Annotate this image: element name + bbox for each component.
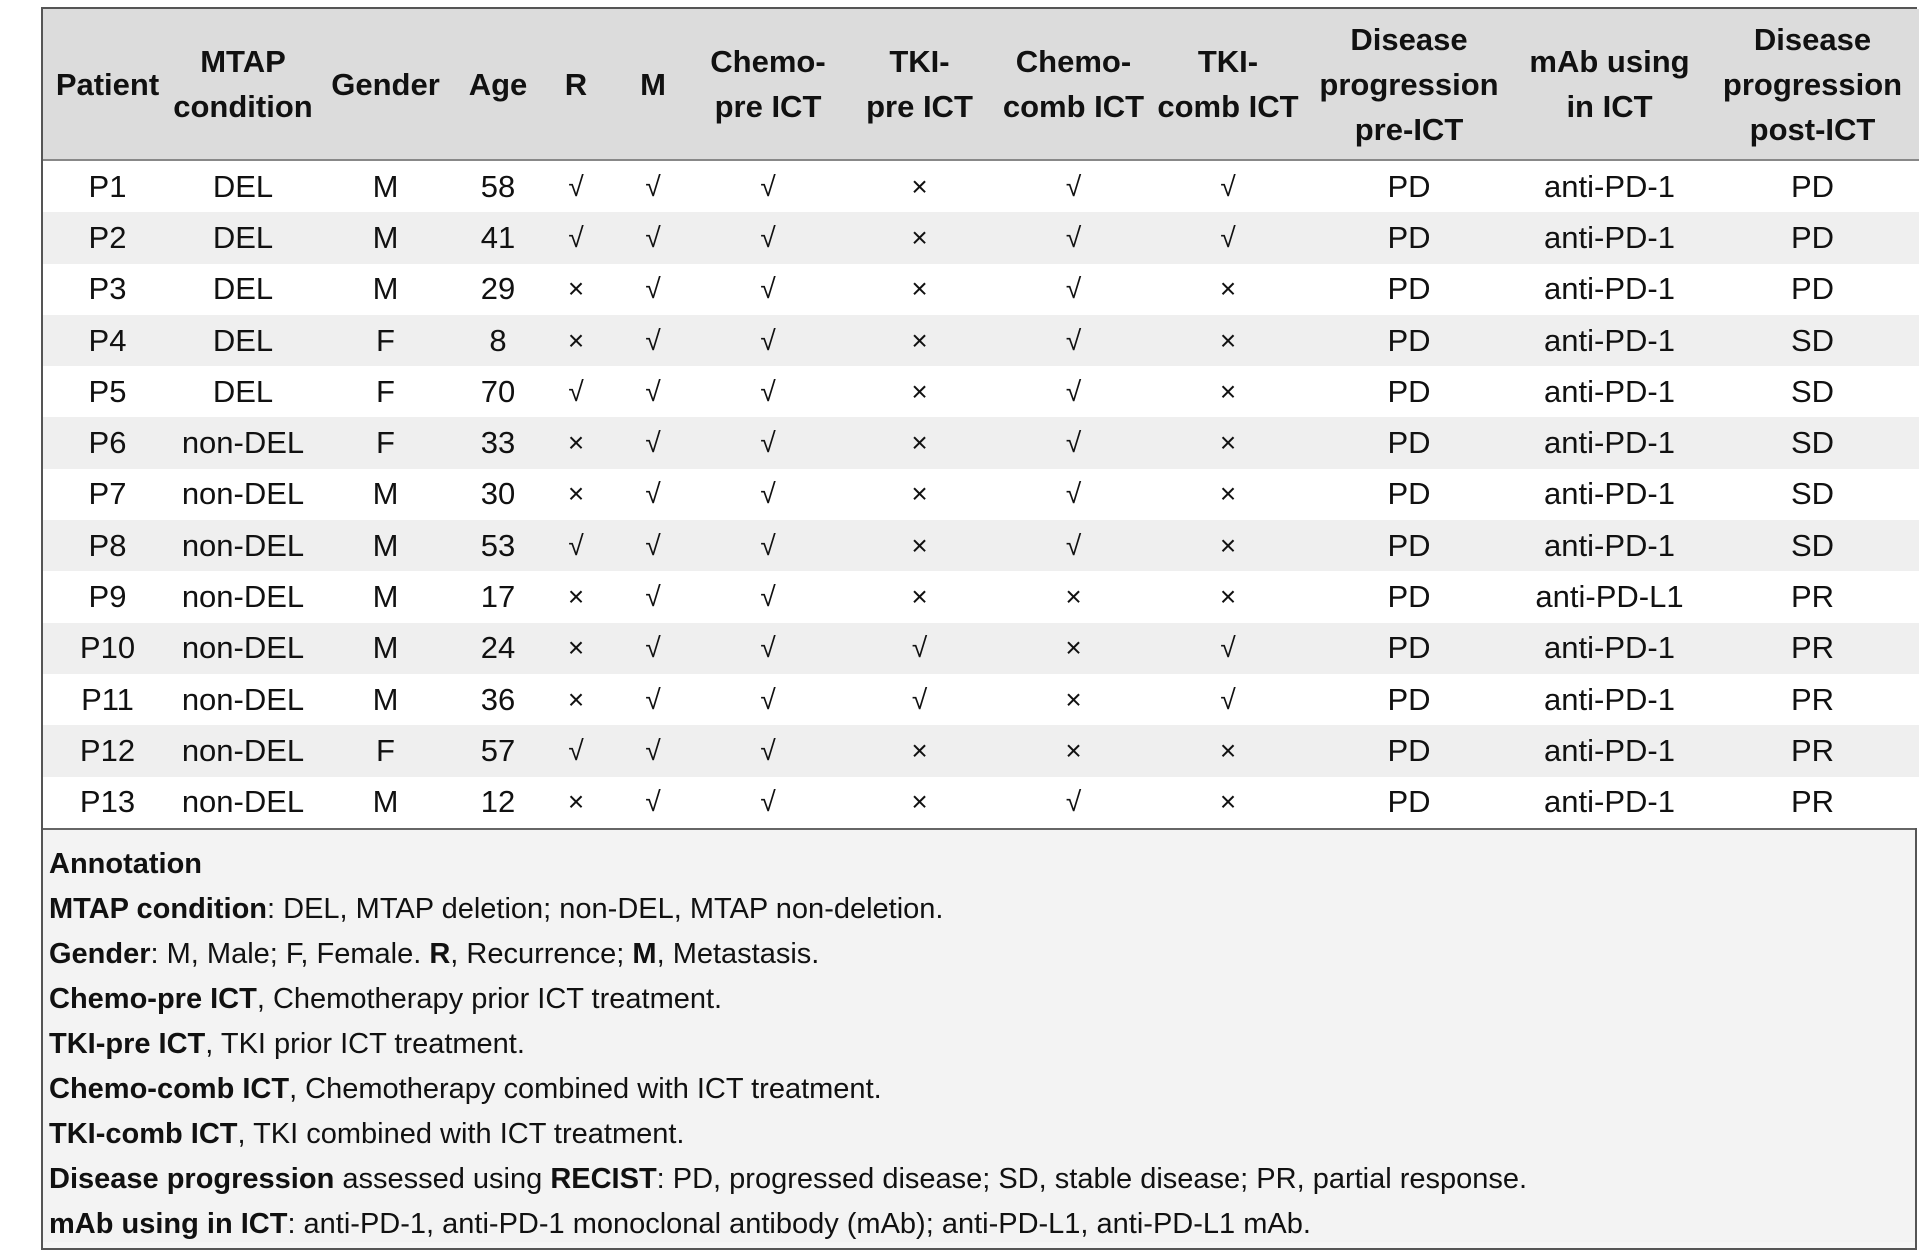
cell-tki-pre-ict: ×: [843, 469, 996, 520]
cell-mtap-condition: non-DEL: [172, 674, 314, 725]
cell-disease-progression-pre-ict: PD: [1305, 315, 1513, 366]
annotation-term: mAb using in ICT: [49, 1207, 288, 1240]
table-row: [43, 417, 1919, 468]
cell-disease-progression-post-ict: PD: [1706, 212, 1919, 263]
cell-chemo-comb-ict: √: [996, 315, 1151, 366]
cell-chemo-pre-ict: √: [693, 520, 843, 571]
cell-metastasis: √: [613, 520, 693, 571]
cell-patient: P8: [43, 520, 172, 571]
cell-gender: M: [314, 212, 457, 263]
cell-tki-pre-ict: √: [843, 623, 996, 674]
cell-patient: P4: [43, 315, 172, 366]
annotation-text: : anti-PD-1, anti-PD-1 monoclonal antibody (mAb); anti-PD-L1, anti-PD-L1 mAb.: [287, 1207, 1311, 1240]
table-row: [43, 469, 1919, 520]
cell-gender: M: [314, 160, 457, 212]
cell-recurrence: √: [539, 212, 613, 263]
cell-disease-progression-post-ict: PR: [1706, 623, 1919, 674]
cell-recurrence: ×: [539, 264, 613, 315]
cell-disease-progression-post-ict: SD: [1706, 417, 1919, 468]
cell-gender: M: [314, 674, 457, 725]
cell-disease-progression-post-ict: PR: [1706, 674, 1919, 725]
cell-mtap-condition: non-DEL: [172, 417, 314, 468]
cell-mtap-condition: DEL: [172, 264, 314, 315]
header-line: Chemo-: [710, 44, 826, 79]
header-line: TKI-: [1197, 44, 1259, 79]
cell-mab-using-in-ict: anti-PD-1: [1513, 674, 1706, 725]
cell-disease-progression-pre-ict: PD: [1305, 725, 1513, 776]
cell-chemo-pre-ict: √: [693, 571, 843, 622]
cell-chemo-comb-ict: ×: [996, 674, 1151, 725]
cell-chemo-comb-ict: ×: [996, 725, 1151, 776]
cell-chemo-pre-ict: √: [693, 264, 843, 315]
header-mab-using-in-ict: [1513, 9, 1706, 160]
table-row: [43, 520, 1919, 571]
cell-tki-pre-ict: ×: [843, 264, 996, 315]
header-tki-comb-ict: [1151, 9, 1305, 160]
cell-mab-using-in-ict: anti-PD-1: [1513, 366, 1706, 417]
cell-metastasis: √: [613, 674, 693, 725]
cell-disease-progression-post-ict: PD: [1706, 264, 1919, 315]
cell-age: 17: [457, 571, 539, 622]
cell-mab-using-in-ict: anti-PD-1: [1513, 623, 1706, 674]
cell-tki-comb-ict: ×: [1151, 777, 1305, 828]
annotation-text: , TKI combined with ICT treatment.: [237, 1117, 685, 1150]
cell-patient: P1: [43, 160, 172, 212]
annotation-block: [43, 828, 1915, 1242]
header-line: M: [640, 66, 666, 102]
cell-disease-progression-pre-ict: PD: [1305, 160, 1513, 212]
annotation-text: , TKI prior ICT treatment.: [205, 1027, 525, 1060]
cell-age: 12: [457, 777, 539, 828]
cell-age: 70: [457, 366, 539, 417]
cell-disease-progression-pre-ict: PD: [1305, 674, 1513, 725]
cell-patient: P6: [43, 417, 172, 468]
cell-tki-comb-ict: ×: [1151, 366, 1305, 417]
cell-age: 41: [457, 212, 539, 263]
cell-metastasis: √: [613, 417, 693, 468]
cell-disease-progression-pre-ict: PD: [1305, 212, 1513, 263]
cell-disease-progression-pre-ict: PD: [1305, 469, 1513, 520]
cell-chemo-comb-ict: ×: [996, 623, 1151, 674]
header-line: R: [564, 66, 588, 102]
header-gender: [314, 9, 457, 160]
cell-chemo-comb-ict: √: [996, 469, 1151, 520]
cell-recurrence: ×: [539, 315, 613, 366]
cell-metastasis: √: [613, 366, 693, 417]
patient-table-figure: [41, 7, 1917, 1250]
header-line: Disease: [1350, 21, 1468, 57]
annotation-line: [49, 1202, 1915, 1247]
cell-tki-comb-ict: ×: [1151, 417, 1305, 468]
header-tki-pre-ict: [843, 9, 996, 160]
cell-age: 57: [457, 725, 539, 776]
cell-tki-pre-ict: ×: [843, 160, 996, 212]
cell-recurrence: ×: [539, 571, 613, 622]
cell-mtap-condition: non-DEL: [172, 571, 314, 622]
header-disease-progression-pre-ict: [1305, 9, 1513, 160]
cell-disease-progression-post-ict: PD: [1706, 160, 1919, 212]
cell-disease-progression-post-ict: SD: [1706, 520, 1919, 571]
cell-disease-progression-post-ict: PR: [1706, 571, 1919, 622]
header-line: mAb using: [1529, 44, 1690, 79]
annotation-text: , Recurrence;: [450, 937, 633, 970]
header-recurrence: [539, 9, 613, 160]
annotation-term: Gender: [49, 937, 151, 970]
cell-tki-pre-ict: ×: [843, 520, 996, 571]
cell-chemo-comb-ict: √: [996, 160, 1151, 212]
cell-tki-pre-ict: ×: [843, 725, 996, 776]
cell-disease-progression-post-ict: SD: [1706, 315, 1919, 366]
annotation-text: : PD, progressed disease; SD, stable disease; PR, partial response.: [656, 1162, 1528, 1195]
cell-mab-using-in-ict: anti-PD-1: [1513, 469, 1706, 520]
cell-tki-comb-ict: ×: [1151, 571, 1305, 622]
cell-gender: M: [314, 777, 457, 828]
table-row: [43, 571, 1919, 622]
cell-chemo-pre-ict: √: [693, 417, 843, 468]
cell-mtap-condition: non-DEL: [172, 520, 314, 571]
cell-mab-using-in-ict: anti-PD-1: [1513, 725, 1706, 776]
annotation-line: [49, 1157, 1915, 1202]
cell-chemo-pre-ict: √: [693, 674, 843, 725]
cell-metastasis: √: [613, 725, 693, 776]
cell-age: 58: [457, 160, 539, 212]
cell-disease-progression-pre-ict: PD: [1305, 264, 1513, 315]
cell-patient: P3: [43, 264, 172, 315]
header-line: comb ICT: [1002, 89, 1145, 124]
header-line: pre-ICT: [1354, 111, 1464, 147]
cell-disease-progression-pre-ict: PD: [1305, 520, 1513, 571]
cell-mab-using-in-ict: anti-PD-L1: [1513, 571, 1706, 622]
cell-tki-comb-ict: √: [1151, 623, 1305, 674]
annotation-term: Disease progression: [49, 1162, 335, 1195]
cell-disease-progression-post-ict: SD: [1706, 366, 1919, 417]
cell-metastasis: √: [613, 212, 693, 263]
annotation-text: , Metastasis.: [656, 937, 820, 970]
cell-patient: P2: [43, 212, 172, 263]
cell-mtap-condition: non-DEL: [172, 777, 314, 828]
annotation-term: TKI-comb ICT: [49, 1117, 238, 1150]
cell-patient: P10: [43, 623, 172, 674]
cell-patient: P12: [43, 725, 172, 776]
annotation-title-text: Annotation: [49, 847, 203, 880]
header-mtap-condition: [172, 9, 314, 160]
header-line: TKI-: [889, 44, 950, 79]
header-chemo-pre-ict: [693, 9, 843, 160]
cell-chemo-comb-ict: ×: [996, 571, 1151, 622]
cell-patient: P9: [43, 571, 172, 622]
cell-tki-pre-ict: ×: [843, 366, 996, 417]
annotation-term: TKI-pre ICT: [49, 1027, 206, 1060]
header-line: Gender: [331, 66, 440, 102]
annotation-line: [49, 1112, 1915, 1157]
cell-recurrence: √: [539, 160, 613, 212]
cell-mab-using-in-ict: anti-PD-1: [1513, 417, 1706, 468]
cell-chemo-comb-ict: √: [996, 417, 1151, 468]
cell-tki-comb-ict: √: [1151, 212, 1305, 263]
cell-mab-using-in-ict: anti-PD-1: [1513, 520, 1706, 571]
cell-gender: M: [314, 520, 457, 571]
cell-patient: P13: [43, 777, 172, 828]
annotation-title: [49, 842, 1915, 887]
cell-age: 24: [457, 623, 539, 674]
patient-table: [43, 9, 1919, 828]
cell-chemo-comb-ict: √: [996, 777, 1151, 828]
cell-metastasis: √: [613, 469, 693, 520]
cell-chemo-pre-ict: √: [693, 366, 843, 417]
cell-tki-pre-ict: ×: [843, 315, 996, 366]
table-row: [43, 315, 1919, 366]
cell-gender: M: [314, 571, 457, 622]
cell-gender: M: [314, 264, 457, 315]
annotation-term: MTAP condition: [49, 892, 268, 925]
cell-recurrence: √: [539, 520, 613, 571]
cell-chemo-comb-ict: √: [996, 212, 1151, 263]
cell-age: 29: [457, 264, 539, 315]
annotation-text: , Chemotherapy prior ICT treatment.: [256, 982, 723, 1015]
cell-tki-comb-ict: √: [1151, 674, 1305, 725]
cell-gender: F: [314, 417, 457, 468]
cell-age: 8: [457, 315, 539, 366]
cell-recurrence: ×: [539, 777, 613, 828]
cell-disease-progression-post-ict: PR: [1706, 725, 1919, 776]
cell-chemo-comb-ict: √: [996, 366, 1151, 417]
cell-recurrence: √: [539, 366, 613, 417]
cell-disease-progression-post-ict: SD: [1706, 469, 1919, 520]
cell-gender: F: [314, 366, 457, 417]
cell-mtap-condition: DEL: [172, 212, 314, 263]
cell-metastasis: √: [613, 623, 693, 674]
cell-metastasis: √: [613, 571, 693, 622]
table-row: [43, 725, 1919, 776]
cell-tki-pre-ict: ×: [843, 212, 996, 263]
cell-metastasis: √: [613, 160, 693, 212]
cell-mtap-condition: non-DEL: [172, 469, 314, 520]
cell-patient: P7: [43, 469, 172, 520]
cell-mab-using-in-ict: anti-PD-1: [1513, 264, 1706, 315]
cell-patient: P5: [43, 366, 172, 417]
cell-metastasis: √: [613, 777, 693, 828]
cell-gender: M: [314, 623, 457, 674]
cell-mab-using-in-ict: anti-PD-1: [1513, 160, 1706, 212]
cell-tki-pre-ict: √: [843, 674, 996, 725]
cell-chemo-comb-ict: √: [996, 264, 1151, 315]
cell-disease-progression-post-ict: PR: [1706, 777, 1919, 828]
annotation-line: [49, 1067, 1915, 1112]
cell-chemo-pre-ict: √: [693, 212, 843, 263]
cell-tki-comb-ict: ×: [1151, 264, 1305, 315]
cell-mab-using-in-ict: anti-PD-1: [1513, 315, 1706, 366]
annotation-term: Chemo-pre ICT: [49, 982, 257, 1015]
annotation-line: [49, 932, 1915, 977]
cell-chemo-pre-ict: √: [693, 777, 843, 828]
cell-age: 33: [457, 417, 539, 468]
header-line: Disease: [1753, 21, 1872, 57]
table-row: [43, 160, 1919, 212]
cell-metastasis: √: [613, 264, 693, 315]
cell-gender: F: [314, 315, 457, 366]
cell-recurrence: ×: [539, 674, 613, 725]
annotation-text: : M, Male; F, Female.: [150, 937, 430, 970]
header-line: comb ICT: [1157, 89, 1299, 124]
annotation-text: assessed using: [334, 1162, 551, 1195]
cell-tki-pre-ict: ×: [843, 571, 996, 622]
cell-tki-comb-ict: √: [1151, 160, 1305, 212]
cell-mtap-condition: DEL: [172, 160, 314, 212]
cell-age: 36: [457, 674, 539, 725]
cell-tki-comb-ict: ×: [1151, 725, 1305, 776]
header-line: Age: [468, 66, 528, 102]
header-age: [457, 9, 539, 160]
cell-disease-progression-pre-ict: PD: [1305, 417, 1513, 468]
cell-disease-progression-pre-ict: PD: [1305, 623, 1513, 674]
annotation-term: Chemo-comb ICT: [49, 1072, 290, 1105]
cell-chemo-pre-ict: √: [693, 725, 843, 776]
cell-tki-pre-ict: ×: [843, 777, 996, 828]
cell-recurrence: ×: [539, 623, 613, 674]
cell-chemo-pre-ict: √: [693, 160, 843, 212]
cell-tki-comb-ict: ×: [1151, 469, 1305, 520]
cell-patient: P11: [43, 674, 172, 725]
cell-metastasis: √: [613, 315, 693, 366]
cell-chemo-pre-ict: √: [693, 623, 843, 674]
cell-mtap-condition: non-DEL: [172, 725, 314, 776]
table-row: [43, 366, 1919, 417]
cell-age: 53: [457, 520, 539, 571]
header-patient: [43, 9, 172, 160]
header-line: progression: [1722, 66, 1903, 102]
table-row: [43, 212, 1919, 263]
cell-disease-progression-pre-ict: PD: [1305, 571, 1513, 622]
table-row: [43, 777, 1919, 828]
cell-mtap-condition: DEL: [172, 366, 314, 417]
cell-tki-comb-ict: ×: [1151, 520, 1305, 571]
header-line: Patient: [55, 66, 160, 102]
cell-tki-comb-ict: ×: [1151, 315, 1305, 366]
header-line: post-ICT: [1749, 111, 1876, 147]
annotation-text: , Chemotherapy combined with ICT treatment.: [289, 1072, 882, 1105]
cell-chemo-comb-ict: √: [996, 520, 1151, 571]
cell-mab-using-in-ict: anti-PD-1: [1513, 212, 1706, 263]
header-line: in ICT: [1566, 89, 1653, 124]
cell-recurrence: √: [539, 725, 613, 776]
header-chemo-comb-ict: [996, 9, 1151, 160]
header-disease-progression-post-ict: [1706, 9, 1919, 160]
annotation-text: : DEL, MTAP deletion; non-DEL, MTAP non-deletion.: [267, 892, 944, 925]
cell-disease-progression-pre-ict: PD: [1305, 366, 1513, 417]
header-line: progression: [1319, 66, 1499, 102]
cell-mab-using-in-ict: anti-PD-1: [1513, 777, 1706, 828]
cell-chemo-pre-ict: √: [693, 469, 843, 520]
table-row: [43, 674, 1919, 725]
cell-tki-pre-ict: ×: [843, 417, 996, 468]
cell-age: 30: [457, 469, 539, 520]
annotation-line: [49, 887, 1915, 932]
cell-chemo-pre-ict: √: [693, 315, 843, 366]
cell-recurrence: ×: [539, 469, 613, 520]
header-line: MTAP: [200, 44, 286, 79]
annotation-line: [49, 977, 1915, 1022]
annotation-line: [49, 1022, 1915, 1067]
cell-disease-progression-pre-ict: PD: [1305, 777, 1513, 828]
cell-gender: F: [314, 725, 457, 776]
header-line: Chemo-: [1015, 44, 1132, 79]
annotation-term: RECIST: [550, 1162, 657, 1195]
header-line: pre ICT: [866, 89, 973, 124]
header-line: pre ICT: [714, 89, 822, 124]
cell-gender: M: [314, 469, 457, 520]
table-row: [43, 264, 1919, 315]
cell-mtap-condition: non-DEL: [172, 623, 314, 674]
table-body: [43, 160, 1919, 828]
cell-mtap-condition: DEL: [172, 315, 314, 366]
annotation-term: R: [429, 937, 451, 970]
annotation-term: M: [632, 937, 657, 970]
table-row: [43, 623, 1919, 674]
table-header-row: [43, 9, 1919, 160]
header-metastasis: [613, 9, 693, 160]
header-line: condition: [173, 89, 313, 124]
cell-recurrence: ×: [539, 417, 613, 468]
